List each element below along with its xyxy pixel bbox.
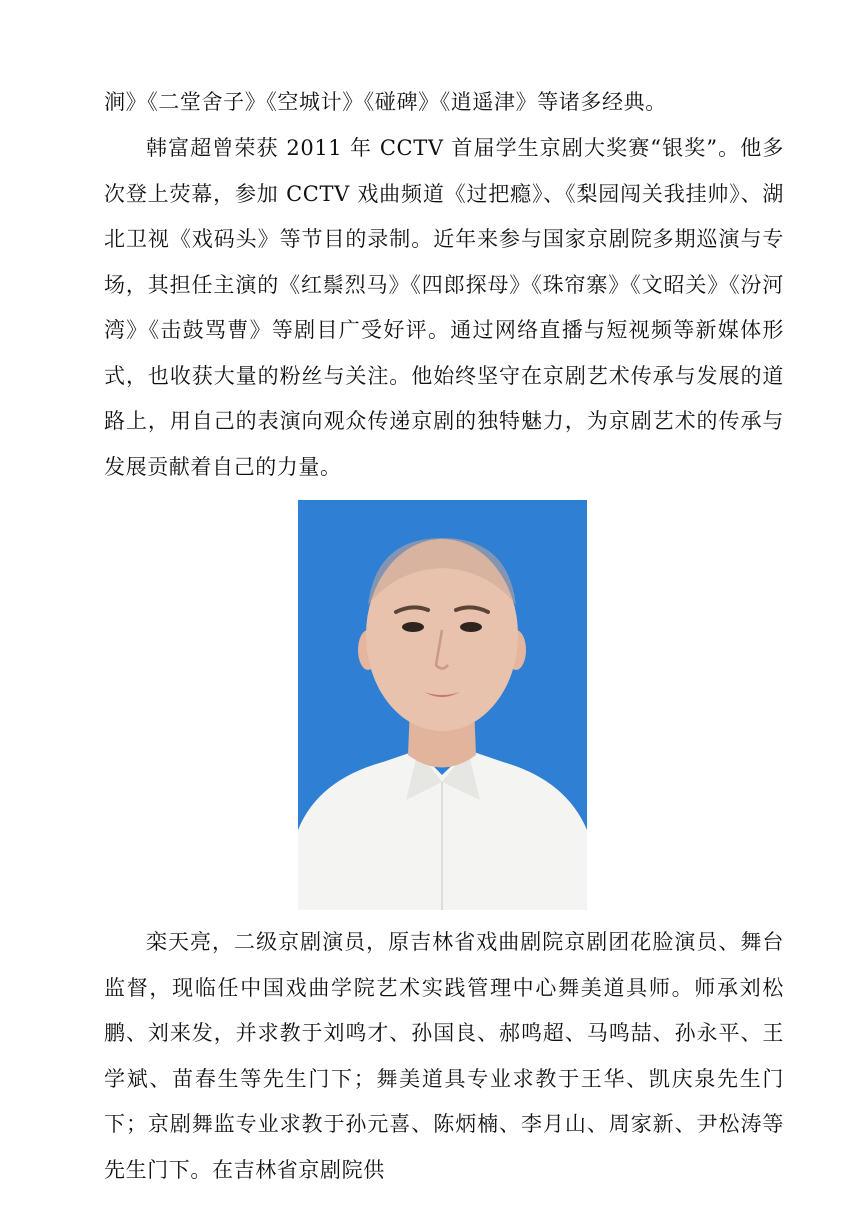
- portrait-photo: [298, 500, 587, 910]
- paragraph-han-fuchao-bio: 韩富超曾荣获 2011 年 CCTV 首届学生京剧大奖赛“银奖”。他多次登上荧幕，参加 CCTV 戏曲频道《过把瘾》、《梨园闯关我挂帅》、湖北卫视《戏码头》等节目的录制。近年来参与国家京剧院多期巡演与专场，其担任主演的《红鬃烈马》《四郎探母》《珠帘寨》《文昭关》《汾河湾》《击鼓骂曹》等剧目广受好评。通过网络直播与短视频等新媒体形式，也收获大量的粉丝与关注。他始终坚守在京剧艺术传承与发展的道路上，用自己的表演向观众传递京剧的独特魅力，为京剧艺术的传承与发展贡献着自己的力量。: [104, 136, 784, 479]
- left-eye: [402, 622, 424, 632]
- paragraph-continuation: 涧》《二堂舍子》《空城计》《碰碑》《逍遥津》等诸多经典。: [104, 90, 667, 114]
- right-eye: [460, 622, 482, 632]
- portrait-illustration: [298, 500, 587, 910]
- paragraph-luan-tianliang-bio: 栾天亮，二级京剧演员，原吉林省戏曲剧院京剧团花脸演员、舞台监督，现临任中国戏曲学院艺术实践管理中心舞美道具师。师承刘松鹏、刘来发，并求教于刘鸣才、孙国良、郝鸣超、马鸣喆、孙永平、王学斌、苗春生等先生门下；舞美道具专业求教于王华、凯庆泉先生门下；京剧舞监专业求教于孙元喜、陈炳楠、李月山、周家新、尹松涛等先生门下。在吉林省京剧院供: [104, 930, 784, 1182]
